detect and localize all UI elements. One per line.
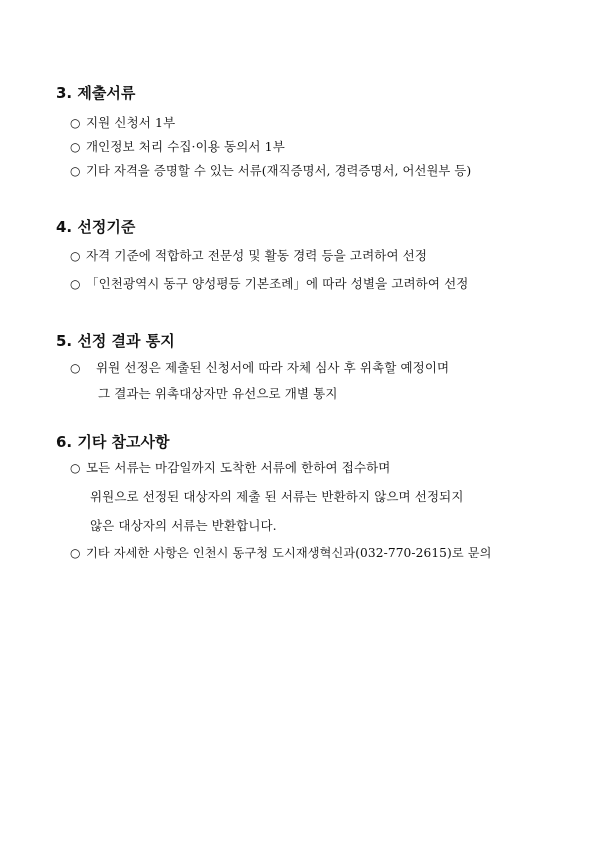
section-3-item-2-text: 개인정보 처리 수집·이용 동의서 1부 bbox=[86, 139, 285, 154]
section-6-item-1 bbox=[70, 460, 390, 476]
bullet-circle-icon: ○ bbox=[70, 164, 81, 178]
section-6-item-2 bbox=[70, 545, 492, 561]
section-3-heading: 3. 제출서류 bbox=[56, 84, 136, 102]
bullet-circle-icon: ○ bbox=[70, 140, 81, 154]
section-6-item-1-line-1: 모든 서류는 마감일까지 도착한 서류에 한하여 접수하며 bbox=[86, 460, 391, 475]
section-6-item-1-continuation-2: 않은 대상자의 서류는 반환합니다. bbox=[90, 518, 277, 533]
section-4-heading: 4. 선정기준 bbox=[56, 218, 136, 236]
section-3-item-3-text: 기타 자격을 증명할 수 있는 서류(재직증명서, 경력증명서, 어선원부 등) bbox=[86, 164, 472, 178]
section-6-heading: 6. 기타 참고사항 bbox=[56, 433, 170, 451]
section-4-item-2-text: 「인천광역시 동구 양성평등 기본조례」에 따라 성별을 고려하여 선정 bbox=[86, 276, 469, 291]
section-4-item-1 bbox=[70, 248, 427, 264]
bullet-circle-icon: ○ bbox=[70, 249, 81, 263]
section-5-heading: 5. 선정 결과 통지 bbox=[56, 332, 175, 350]
section-5-item-1 bbox=[70, 360, 449, 376]
section-6-item-2-text: 기타 자세한 사항은 인천시 동구청 도시재생혁신과(032-770-2615)로 문의 bbox=[86, 546, 492, 560]
section-3-item-3 bbox=[70, 163, 471, 179]
section-3-item-1 bbox=[70, 115, 175, 131]
section-5-item-1-continuation: 그 결과는 위촉대상자만 유선으로 개별 통지 bbox=[98, 386, 338, 401]
section-3-item-1-text: 지원 신청서 1부 bbox=[86, 115, 176, 130]
bullet-circle-icon: ○ bbox=[70, 116, 81, 130]
section-5-item-1-line-1: 위원 선정은 제출된 신청서에 따라 자체 심사 후 위촉할 예정이며 bbox=[96, 360, 450, 375]
section-4-item-2 bbox=[70, 276, 468, 292]
section-4-item-1-text: 자격 기준에 적합하고 전문성 및 활동 경력 등을 고려하여 선정 bbox=[86, 248, 428, 263]
bullet-circle-icon: ○ bbox=[70, 461, 81, 475]
bullet-circle-icon: ○ bbox=[70, 361, 81, 375]
section-6-item-1-continuation-1: 위원으로 선정된 대상자의 제출 된 서류는 반환하지 않으며 선정되지 bbox=[90, 489, 464, 504]
bullet-circle-icon: ○ bbox=[70, 546, 81, 560]
bullet-circle-icon: ○ bbox=[70, 277, 81, 291]
section-3-item-2 bbox=[70, 139, 285, 155]
